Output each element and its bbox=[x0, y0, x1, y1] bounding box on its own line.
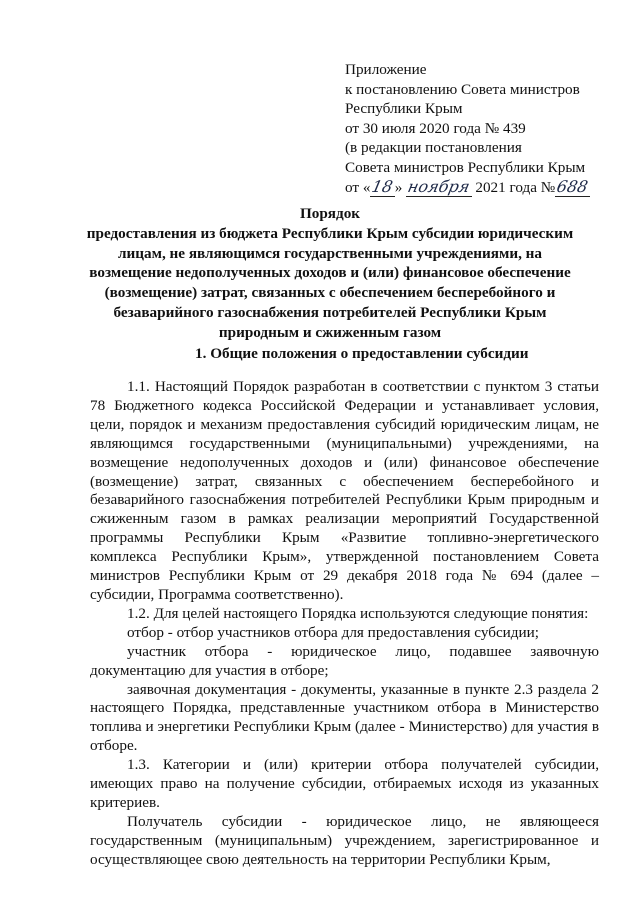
paragraph-recipient: Получатель субсидии - юридическое лицо, не являющееся государственным (муниципальным) учреждением, зарегистрированное и осуществляющее свою деятельность на территории Республики Крым, bbox=[90, 812, 599, 868]
appendix-line-6: Совета министров Республики Крым bbox=[345, 158, 586, 176]
title-line-2: предоставления из бюджета Республики Крым субсидии юридическим bbox=[86, 224, 574, 242]
appendix-date-prefix: от « bbox=[345, 178, 371, 196]
paragraph-1-1: 1.1. Настоящий Порядок разработан в соответствии с пунктом 3 статьи 78 Бюджетного кодекса Российской Федерации и устанавливает условия, цели, порядок и механизм предоставления субсидий юридическим лицам, не являющимся государственными (муниципальными) учреждениями, на возмещение недополученных доходов и (или) финансовое обеспечение (возмещение) затрат, связанных с обеспечением бесперебойного и безаварийного газоснабжения потребителей Республики Крым природным и сжиженным газом в рамках реализации мероприятий Государственной программы Республики Крым «Развитие топливно-энергетического комплекса Республики Крым», утвержденной постановлением Совета министров Республики Крым от 29 декабря 2018 года № 694 (далее – субсидии, Программа соответственно). bbox=[90, 378, 599, 603]
handwritten-day: 18 bbox=[370, 176, 395, 196]
paragraph-definition-documentation: заявочная документация - документы, указанные в пункте 2.3 раздела 2 настоящего Порядка, представленные участником отбора в Министерство топлива и энергетики Республики Крым (далее - Министерство) для участия в отборе. bbox=[90, 680, 599, 755]
appendix-header bbox=[345, 60, 635, 197]
document-body bbox=[90, 378, 599, 870]
appendix-line-2: к постановлению Совета министров bbox=[345, 80, 580, 98]
paragraph-definition-participant: участник отбора - юридическое лицо, подавшее заявочную документацию для участия в отборе; bbox=[90, 642, 599, 679]
paragraph-1-2: 1.2. Для целей настоящего Порядка используются следующие понятия: bbox=[127, 604, 589, 622]
section-heading: 1. Общие положения о предоставлении субсидии bbox=[195, 345, 529, 362]
appendix-line-4: от 30 июля 2020 года № 439 bbox=[345, 119, 526, 137]
appendix-line-5: (в редакции постановления bbox=[345, 139, 522, 157]
title-line-1: Порядок bbox=[299, 205, 361, 222]
appendix-date-year: 2021 года № bbox=[475, 178, 556, 196]
document-title bbox=[70, 204, 590, 343]
paragraph-definition-selection: отбор - отбор участников отбора для предоставления субсидии; bbox=[127, 623, 540, 641]
title-line-5: (возмещение) затрат, связанных с обеспечением бесперебойного и bbox=[104, 284, 556, 302]
appendix-date-mid: » bbox=[394, 178, 403, 196]
handwritten-month: ноября bbox=[406, 176, 472, 196]
title-line-7: природным и сжиженным газом bbox=[218, 323, 442, 341]
appendix-line-7 bbox=[345, 178, 635, 198]
title-line-6: безаварийного газоснабжения потребителей Республики Крым bbox=[113, 303, 547, 321]
title-line-4: возмещение недополученных доходов и (или) финансовое обеспечение bbox=[89, 264, 571, 282]
title-line-3: лицам, не являющимся государственными учреждениями, на bbox=[117, 244, 543, 262]
handwritten-number: 688 bbox=[555, 176, 590, 196]
appendix-line-3: Республики Крым bbox=[345, 100, 463, 118]
appendix-line-1: Приложение bbox=[345, 61, 427, 78]
paragraph-1-3: 1.3. Категории и (или) критерии отбора получателей субсидии, имеющих право на получение субсидии, отбираемых исходя из указанных критериев. bbox=[90, 756, 599, 811]
